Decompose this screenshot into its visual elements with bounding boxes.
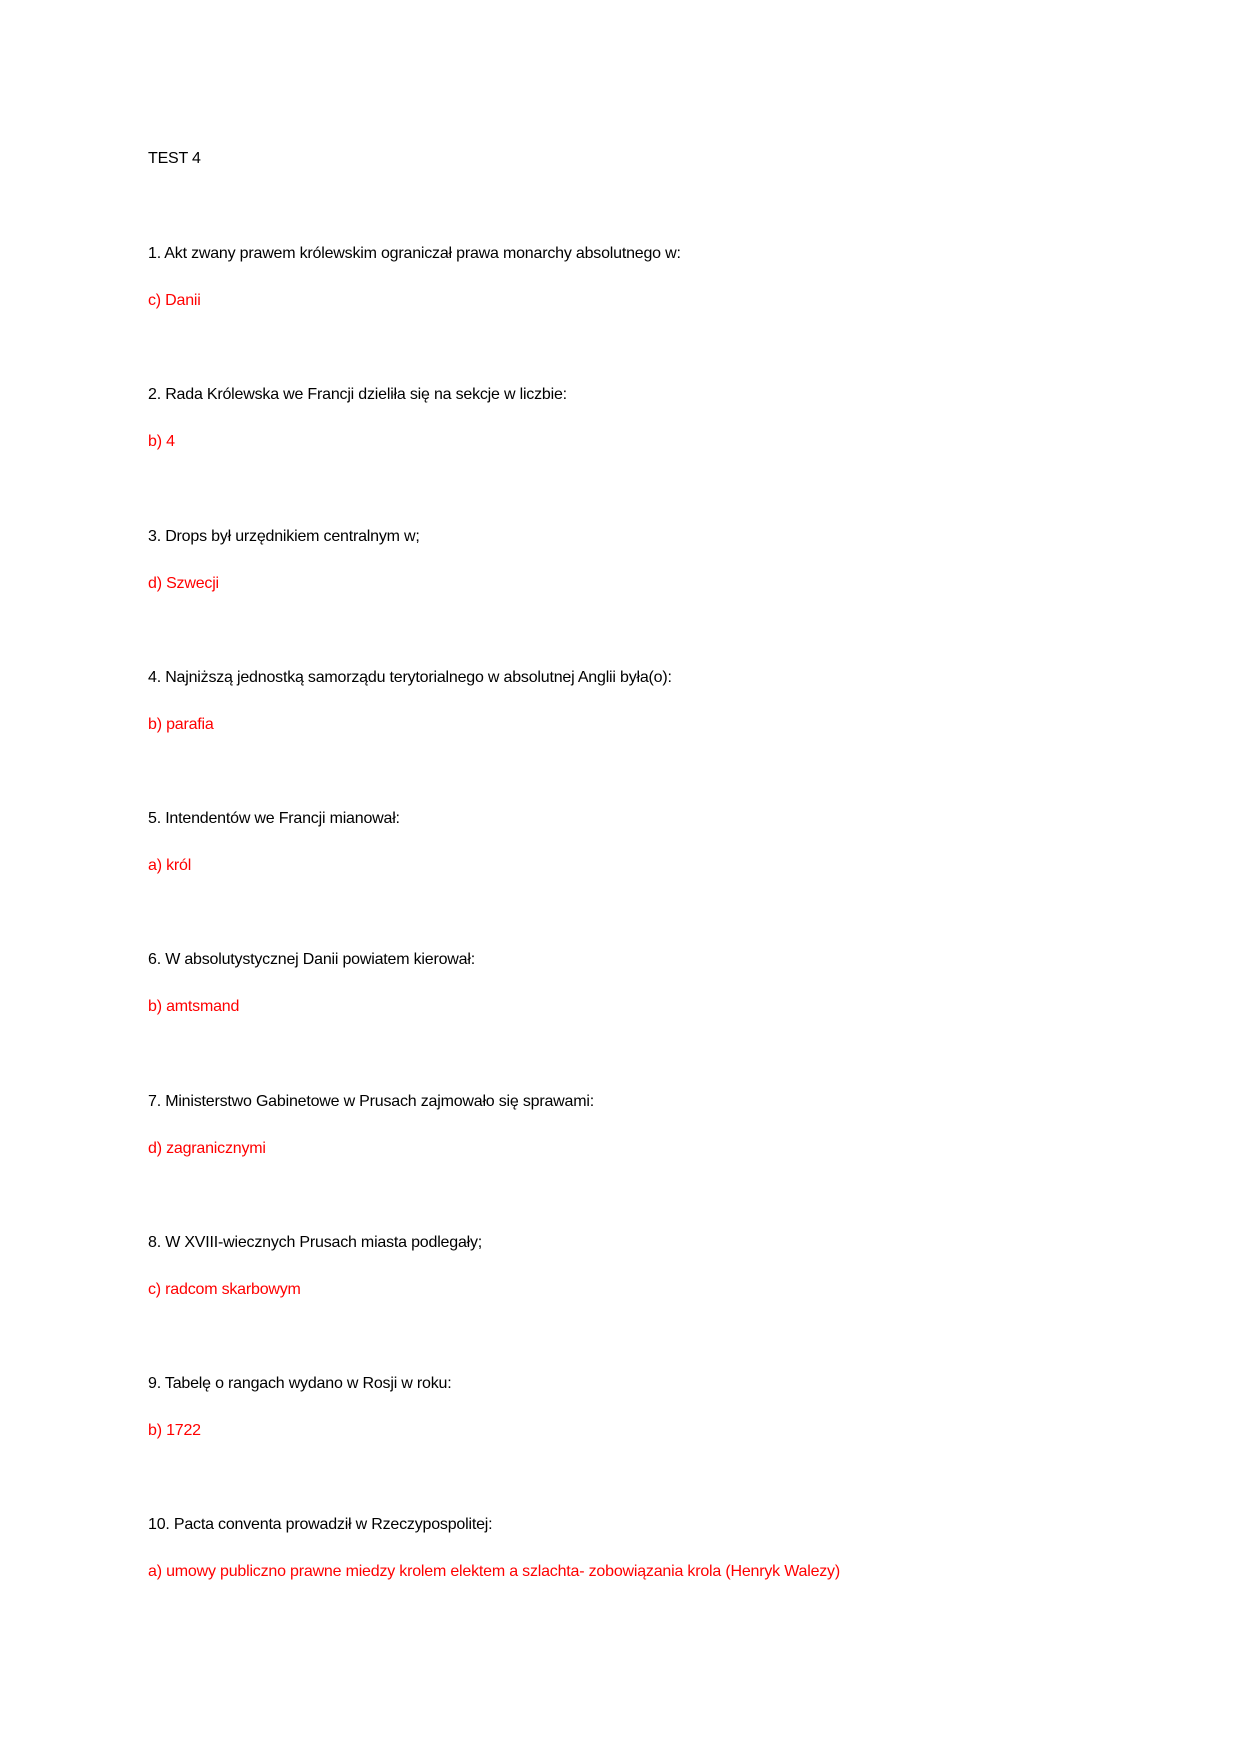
question-8: 8. W XVIII-wiecznych Prusach miasta podlegały; — [148, 1234, 483, 1251]
question-9: 9. Tabelę o rangach wydano w Rosji w roku: — [148, 1375, 452, 1392]
answer-10: a) umowy publiczno prawne miedzy krolem elektem a szlachta- zobowiązania krola (Henryk Walezy) — [148, 1563, 840, 1580]
question-7: 7. Ministerstwo Gabinetowe w Prusach zajmowało się sprawami: — [148, 1093, 594, 1110]
answer-2: b) 4 — [148, 433, 175, 450]
answer-7: d) zagranicznymi — [148, 1140, 266, 1157]
answer-6: b) amtsmand — [148, 998, 240, 1015]
question-1: 1. Akt zwany prawem królewskim ograniczał prawa monarchy absolutnego w: — [148, 245, 681, 262]
answer-9: b) 1722 — [148, 1422, 201, 1439]
answer-3: d) Szwecji — [148, 575, 219, 592]
question-2: 2. Rada Królewska we Francji dzieliła się na sekcje w liczbie: — [148, 386, 567, 403]
answer-5: a) król — [148, 857, 192, 874]
question-6: 6. W absolutystycznej Danii powiatem kierował: — [148, 951, 475, 968]
document-title: TEST 4 — [148, 150, 201, 167]
answer-4: b) parafia — [148, 716, 214, 733]
answer-8: c) radcom skarbowym — [148, 1281, 301, 1298]
question-5: 5. Intendentów we Francji mianował: — [148, 810, 400, 827]
answer-1: c) Danii — [148, 292, 201, 309]
question-10: 10. Pacta conventa prowadził w Rzeczypospolitej: — [148, 1516, 493, 1533]
question-4: 4. Najniższą jednostką samorządu terytorialnego w absolutnej Anglii była(o): — [148, 669, 672, 686]
question-3: 3. Drops był urzędnikiem centralnym w; — [148, 528, 420, 545]
